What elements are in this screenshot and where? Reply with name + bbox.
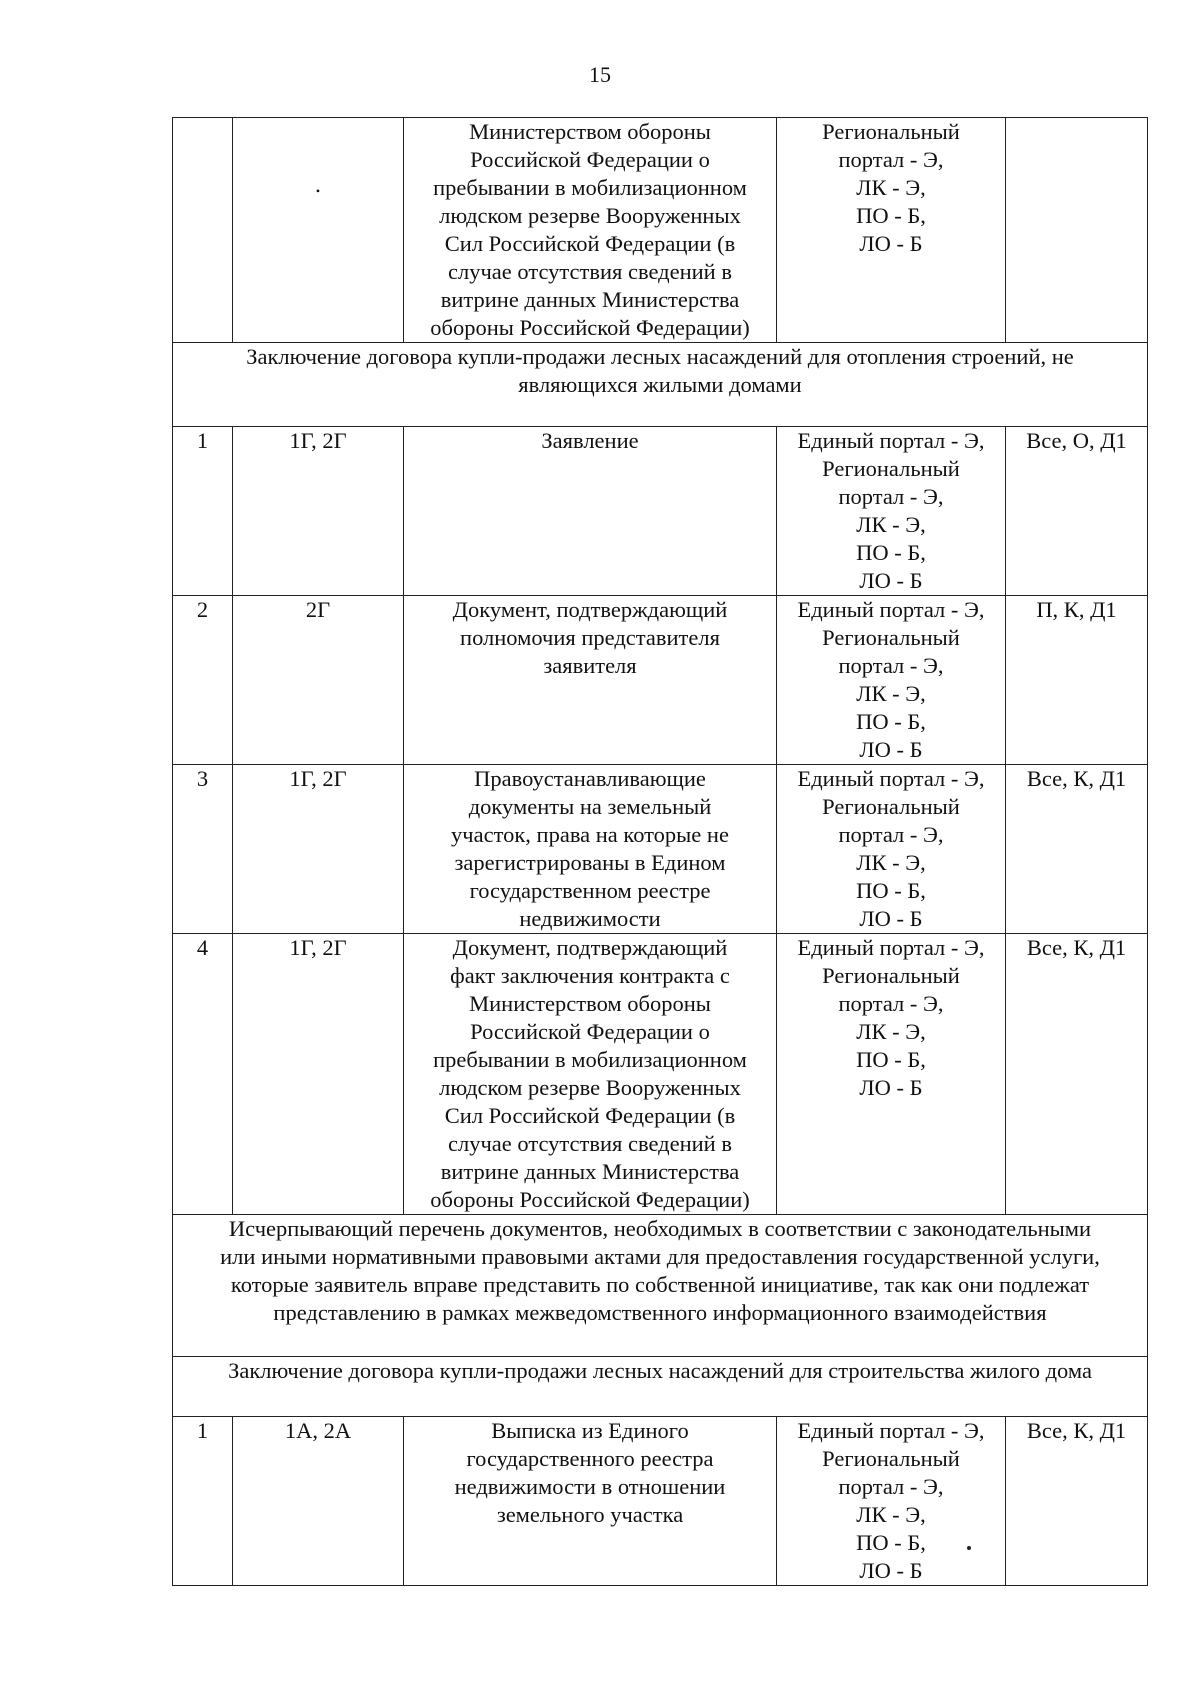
cell-code xyxy=(233,118,404,343)
cell-document: Документ, подтверждающий факт заключения контракта с Министерством обороны Российской Федерации о пребывании в мобилизационном людском резерве Вооруженных Сил Российской Федерации (в случае отсутствия сведений в витрине данных Министерства обороны Российской Федерации) xyxy=(404,934,777,1215)
cell-requirements: Все, К, Д1 xyxy=(1006,934,1148,1215)
section-title: Заключение договора купли-продажи лесных насаждений для строительства жилого дома xyxy=(173,1357,1148,1417)
table-row xyxy=(173,427,1148,596)
table-row xyxy=(173,934,1148,1215)
cell-num: 1 xyxy=(173,1417,233,1586)
cell-requirements: Все, О, Д1 xyxy=(1006,427,1148,596)
cell-code: 1Г, 2Г xyxy=(233,765,404,934)
cell-channels: Единый портал - Э, Региональный портал - Э, ЛК - Э, ПО - Б, ЛО - Б xyxy=(777,596,1006,765)
cell-document: Документ, подтверждающий полномочия представителя заявителя xyxy=(404,596,777,765)
cell-channels: Региональный портал - Э, ЛК - Э, ПО - Б, ЛО - Б xyxy=(777,118,1006,343)
cell-num xyxy=(173,118,233,343)
table-row xyxy=(173,1417,1148,1586)
cell-requirements: Все, К, Д1 xyxy=(1006,1417,1148,1586)
cell-num: 1 xyxy=(173,427,233,596)
section-header-interagency xyxy=(173,1215,1148,1357)
cell-channels: Единый портал - Э, Региональный портал - Э, ЛК - Э, ПО - Б, ЛО - Б xyxy=(777,1417,1006,1586)
cell-document: Выписка из Единого государственного реестра недвижимости в отношении земельного участка xyxy=(404,1417,777,1586)
table-row xyxy=(173,765,1148,934)
documents-table xyxy=(172,117,1148,1586)
cell-channels: Единый портал - Э, Региональный портал - Э, ЛК - Э, ПО - Б, ЛО - Б xyxy=(777,934,1006,1215)
cell-num: 2 xyxy=(173,596,233,765)
table-row xyxy=(173,596,1148,765)
table-row-continued xyxy=(173,118,1148,343)
section-title: Заключение договора купли-продажи лесных насаждений для отопления строений, не являющихся жилыми домами xyxy=(173,343,1148,427)
cell-num: 4 xyxy=(173,934,233,1215)
cell-channels: Единый портал - Э, Региональный портал - Э, ЛК - Э, ПО - Б, ЛО - Б xyxy=(777,765,1006,934)
cell-code: 2Г xyxy=(233,596,404,765)
cell-num: 3 xyxy=(173,765,233,934)
cell-document: Заявление xyxy=(404,427,777,596)
page-number: 15 xyxy=(589,62,611,87)
section-header-housing xyxy=(173,1357,1148,1417)
cell-code: 1Г, 2Г xyxy=(233,427,404,596)
cell-code: 1Г, 2Г xyxy=(233,934,404,1215)
cell-requirements: Все, К, Д1 xyxy=(1006,765,1148,934)
cell-requirements xyxy=(1006,118,1148,343)
cell-channels: Единый портал - Э, Региональный портал - Э, ЛК - Э, ПО - Б, ЛО - Б xyxy=(777,427,1006,596)
cell-code: 1А, 2А xyxy=(233,1417,404,1586)
scan-speck xyxy=(967,1546,971,1550)
cell-requirements: П, К, Д1 xyxy=(1006,596,1148,765)
cell-document: Правоустанавливающие документы на земельный участок, права на которые не зарегистрированы в Едином государственном реестре недвижимости xyxy=(404,765,777,934)
cell-document: Министерством обороны Российской Федерации о пребывании в мобилизационном людском резерве Вооруженных Сил Российской Федерации (в случае отсутствия сведений в витрине данных Министерства обороны Российской Федерации) xyxy=(404,118,777,343)
section-title: Исчерпывающий перечень документов, необходимых в соответствии с законодательными или иными нормативными правовыми актами для предоставления государственной услуги, которые заявитель вправе представить по собственной инициативе, так как они подлежат представлению в рамках межведомственного информационного взаимодействия xyxy=(173,1215,1148,1357)
section-header-heating xyxy=(173,343,1148,427)
stray-mark: • xyxy=(315,184,321,198)
